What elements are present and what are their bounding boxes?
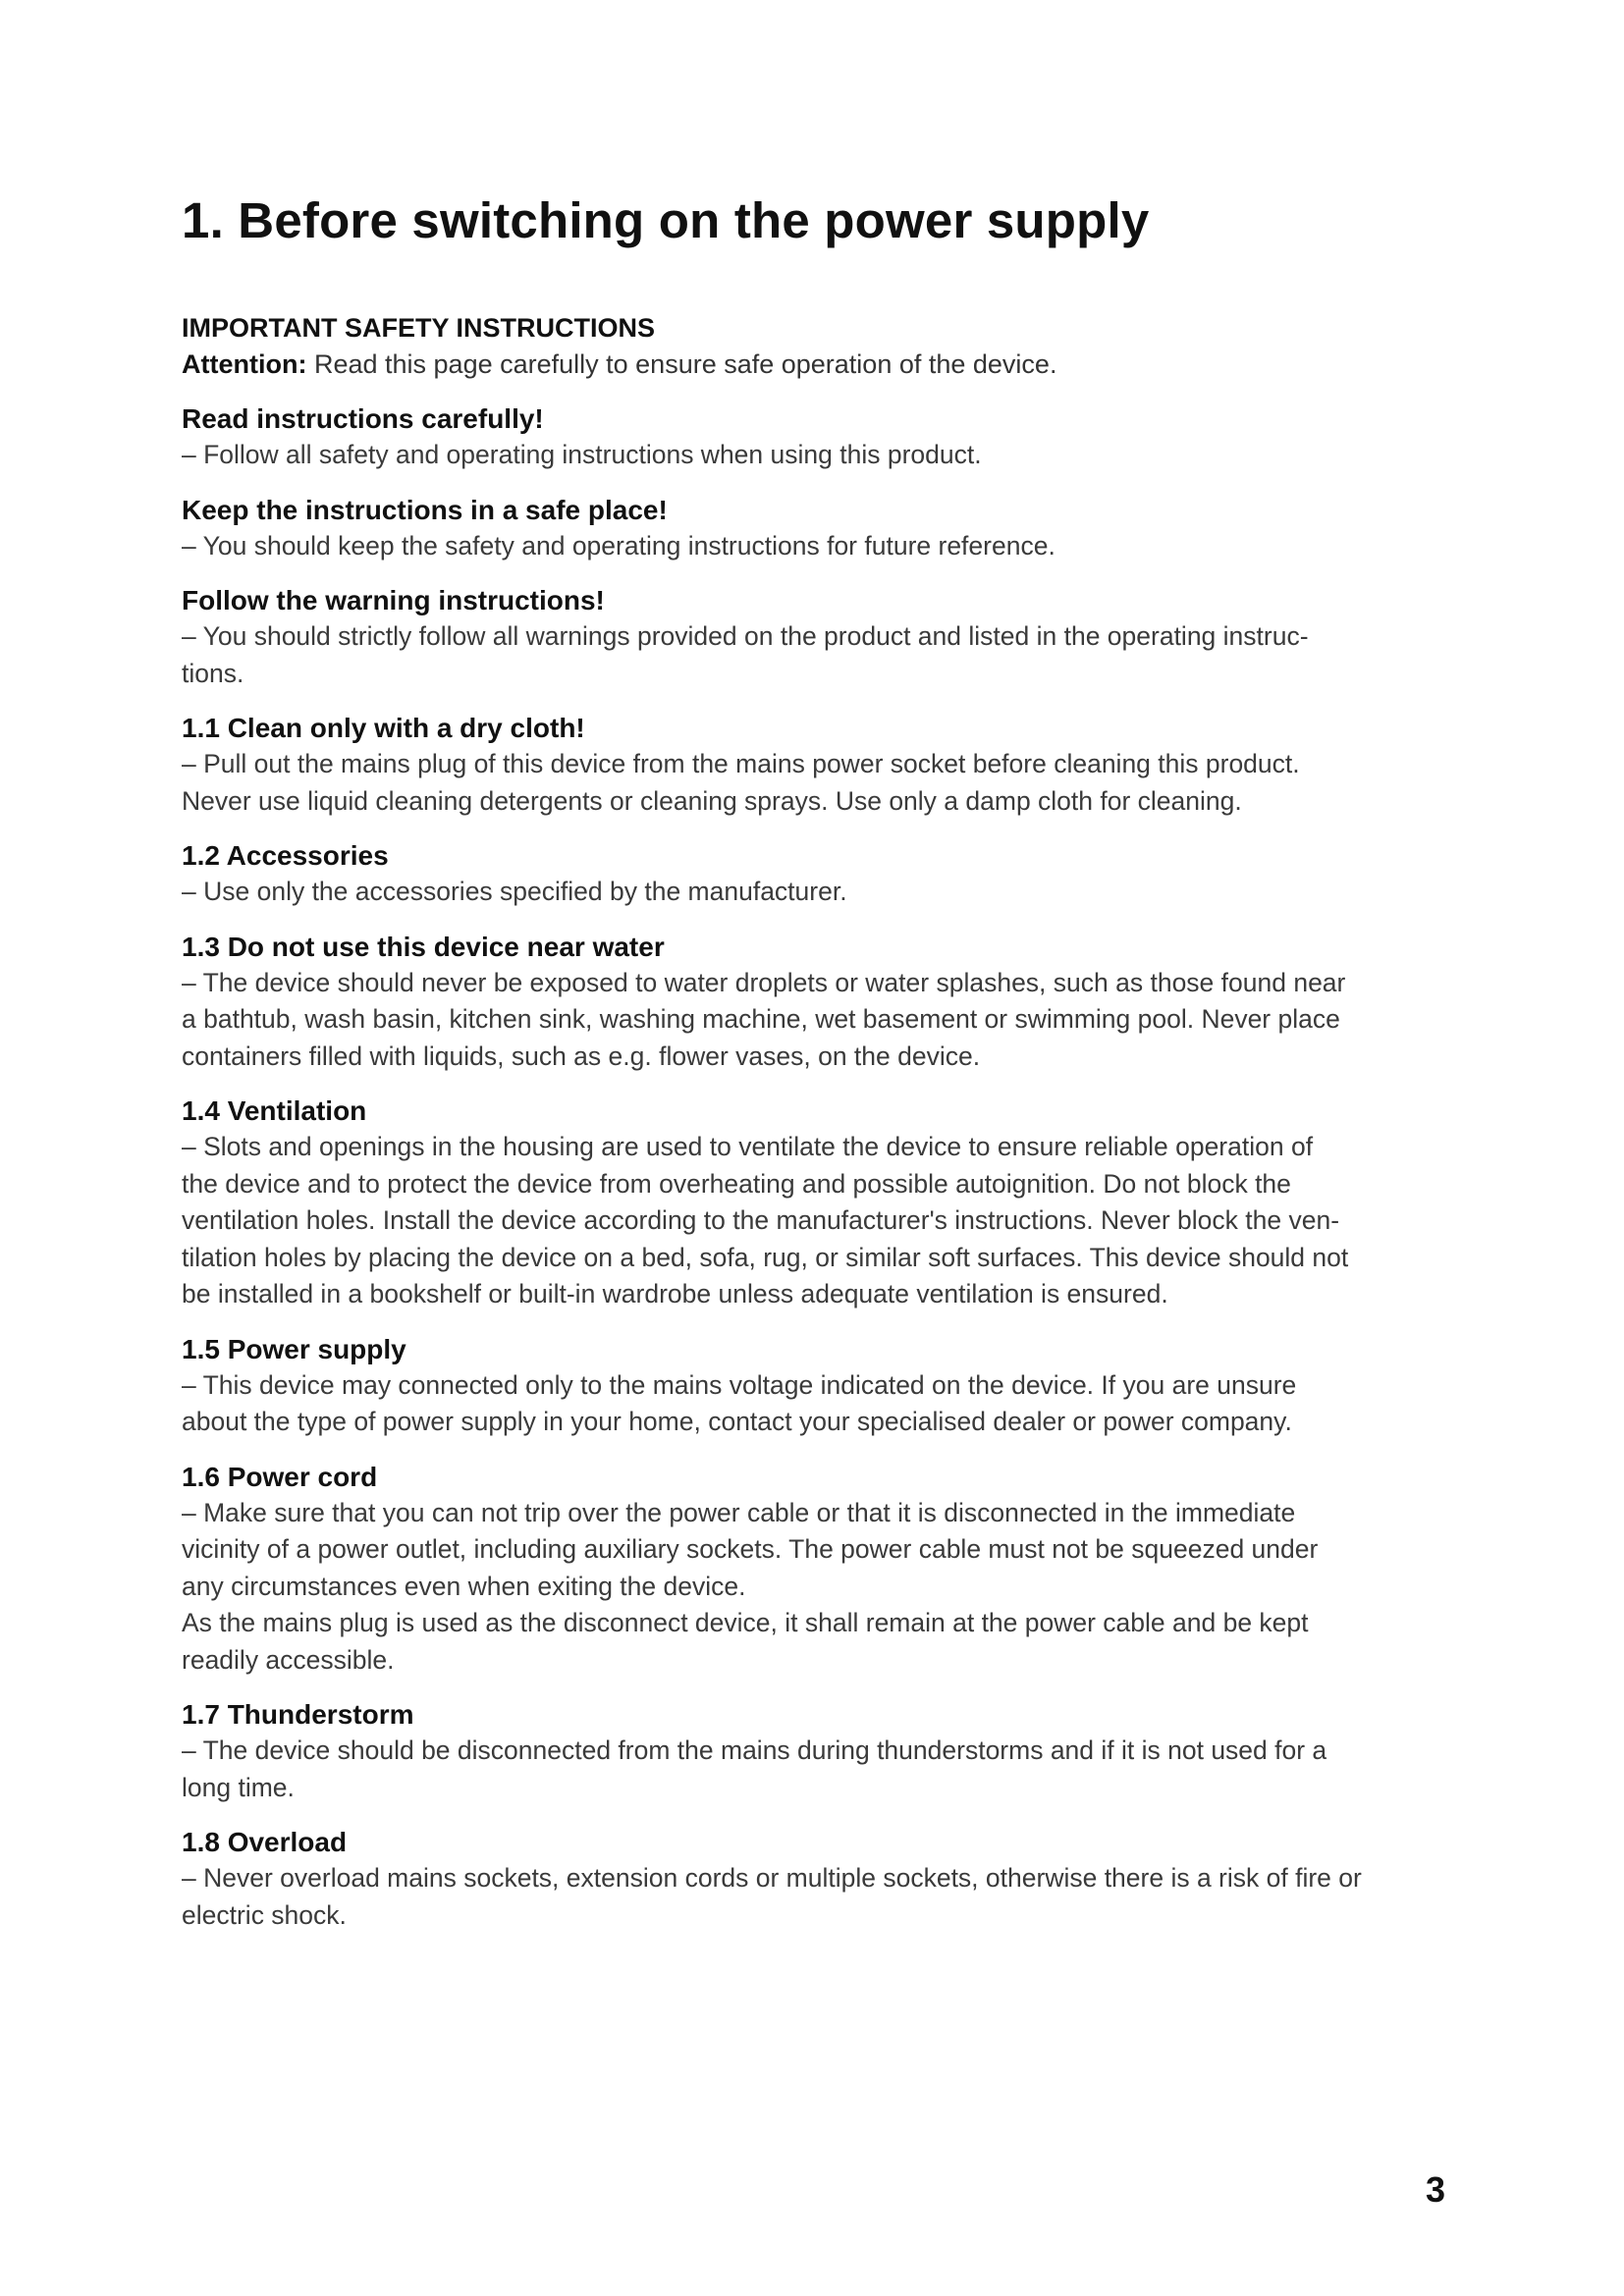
section-heading: 1.4 Ventilation (182, 1095, 367, 1126)
safety-section (182, 582, 1458, 692)
section-body: – Follow all safety and operating instructions when using this product. (182, 440, 982, 469)
safety-section (182, 400, 1458, 474)
section-body: – You should strictly follow all warnings provided on the product and listed in the operating instruc- tions. (182, 621, 1309, 688)
safety-section (182, 492, 1458, 565)
section-heading: 1.3 Do not use this device near water (182, 931, 665, 962)
safety-section (182, 1093, 1458, 1313)
section-heading: 1.5 Power supply (182, 1333, 406, 1364)
page-number: 3 (1426, 2169, 1446, 2210)
section-heading: Follow the warning instructions! (182, 585, 605, 615)
section-heading: 1.7 Thunderstorm (182, 1699, 414, 1730)
section-body: – You should keep the safety and operating instructions for future reference. (182, 530, 1056, 561)
safety-section (182, 1696, 1458, 1806)
document-page (182, 191, 1458, 1951)
section-body: – The device should never be exposed to water droplets or water splashes, such as those found near a bathtub, wash basin, kitchen sink, washing machine, wet basement or swimming pool. Never place containers filled with liquids, such as e.g. flower vases, on the device. (182, 967, 1346, 1071)
attention-label: Attention: (182, 349, 307, 379)
page-title: 1. Before switching on the power supply (182, 192, 1150, 248)
section-heading: Keep the instructions in a safe place! (182, 494, 668, 525)
attention-note (182, 347, 1458, 383)
section-body: – Make sure that you can not trip over the power cable or that it is disconnected in the immediate vicinity of a power outlet, including auxiliary sockets. The power cable must not be squeezed under any circumstances even when exiting the device. As the mains plug is used as the disconnect device, it shall remain at the power cable and be kept readily accessible. (182, 1497, 1319, 1675)
section-body: – Slots and openings in the housing are used to ventilate the device to ensure reliable operation of the device and to protect the device from overheating and possible autoignition. Do not block the ventilation holes. Install the device according to the manufacturer's instructions. Never block the ven- tilation holes by placing the device on a bed, sofa, rug, or similar soft surfaces. This device should not be installed in a bookshelf or built-in wardrobe unless adequate ventilation is ensured. (182, 1132, 1349, 1308)
safety-section (182, 929, 1458, 1076)
safety-sections (182, 400, 1458, 1934)
important-safety-heading: IMPORTANT SAFETY INSTRUCTIONS (182, 313, 656, 343)
attention-text: Read this page carefully to ensure safe operation of the device. (306, 349, 1057, 379)
section-heading: 1.1 Clean only with a dry cloth! (182, 713, 585, 743)
section-heading: 1.2 Accessories (182, 840, 389, 871)
safety-section (182, 837, 1458, 911)
section-body: – The device should be disconnected from the mains during thunderstorms and if it is not used for a long time. (182, 1735, 1327, 1802)
safety-section (182, 710, 1458, 820)
section-body: – Never overload mains sockets, extension cords or multiple sockets, otherwise there is a risk of fire or electric shock. (182, 1863, 1362, 1930)
section-body: – Use only the accessories specified by the manufacturer. (182, 877, 847, 906)
section-heading: 1.6 Power cord (182, 1461, 378, 1492)
safety-section (182, 1331, 1458, 1441)
safety-section (182, 1459, 1458, 1680)
section-heading: Read instructions carefully! (182, 403, 544, 434)
section-heading: 1.8 Overload (182, 1827, 348, 1857)
section-body: – This device may connected only to the mains voltage indicated on the device. If you are unsure about the type of power supply in your home, contact your specialised dealer or power company. (182, 1369, 1297, 1436)
section-body: – Pull out the mains plug of this device from the mains power socket before cleaning this product. Never use liquid cleaning detergents or cleaning sprays. Use only a damp cloth for cleaning. (182, 749, 1300, 816)
safety-section (182, 1824, 1458, 1934)
